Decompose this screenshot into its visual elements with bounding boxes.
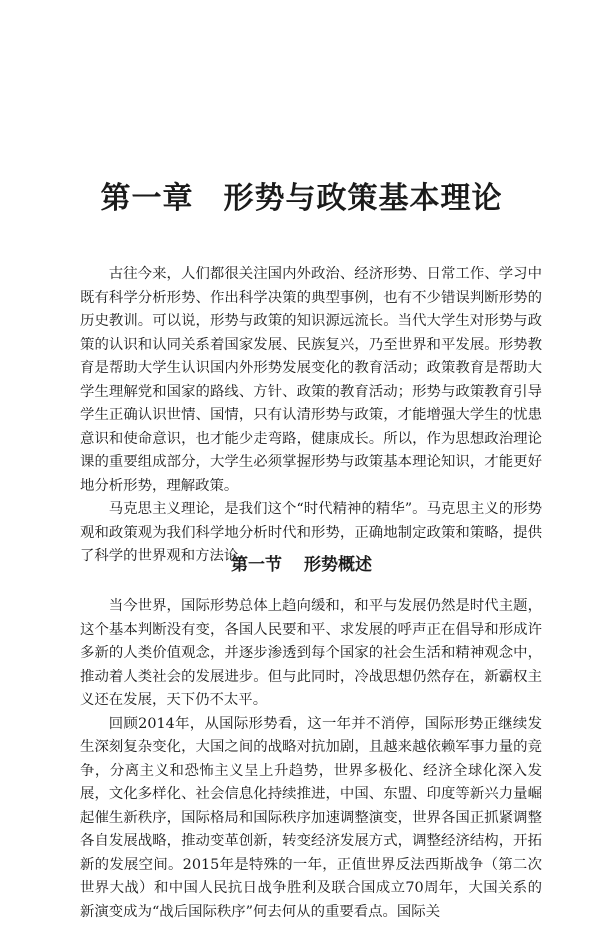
section-heading <box>0 550 603 575</box>
paragraph: 古往今来，人们都很关注国内外政治、经济形势、日常工作、学习中既有科学分析形势、作出科学决策的典型事例，也有不少错误判断形势的历史教训。可以说，形势与政策的知识源远流长。当代大学生对形势与政策的认识和认同关系着国家发展、民族复兴，乃至世界和平发展。形势教育是帮助大学生认识国内外形势发展变化的教育活动；政策教育是帮助大学生理解党和国家的路线、方针、政策的教育活动；形势与政策教育引导学生正确认识世情、国情，只有认清形势与政策，才能增强大学生的忧患意识和使命意识，也才能少走弯路，健康成长。所以，作为思想政治理论课的重要组成部分，大学生必须掌握形势与政策基本理论知识，才能更好地分析形势，理解政策。 <box>80 266 542 494</box>
chapter-heading <box>0 173 603 217</box>
section-body <box>80 595 542 924</box>
paragraph: 当今世界，国际形势总体上趋向缓和，和平与发展仍然是时代主题，这个基本判断没有变，各国人民要和平、求发展的呼声正在倡导和形成许多新的人类价值观念，并逐步渗透到每个国家的社会生活和精神观念中，推动着人类社会的发展进步。但与此同时，冷战思想仍然存在，新霸权主义还在发展，天下仍不太平。 <box>80 598 542 708</box>
section-title: 形势概述 <box>304 555 372 575</box>
section-number: 第一节 <box>231 555 282 575</box>
chapter-title: 形势与政策基本理论 <box>223 181 503 216</box>
paragraph: 回顾2014年，从国际形势看，这一年并不消停，国际形势正继续发生深刻复杂变化，大国之间的战略对抗加剧，且越来越依赖军事力量的竞争，分离主义和恐怖主义呈上升趋势，世界多极化、经济全球化深入发展，文化多样化、社会信息化持续推进，中国、东盟、印度等新兴力量崛起催生新秩序，国际格局和国际秩序加速调整演变，世界各国正抓紧调整各自发展战略，推动变革创新，转变经济发展方式，调整经济结构，开拓新的发展空间。2015年是特殊的一年，正值世界反法西斯战争（第二次世界大战）和中国人民抗日战争胜利及联合国成立70周年，大国关系的新演变成为“战后国际秩序”何去何从的重要看点。国际关 <box>80 715 542 920</box>
chapter-intro <box>80 263 542 569</box>
paragraph: 马克思主义理论，是我们这个“时代精神的精华”。马克思主义的形势观和政策观为我们科学地分析时代和形势，正确地制定政策和策略，提供了科学的世界观和方法论。 <box>80 501 542 564</box>
chapter-number: 第一章 <box>100 181 194 216</box>
